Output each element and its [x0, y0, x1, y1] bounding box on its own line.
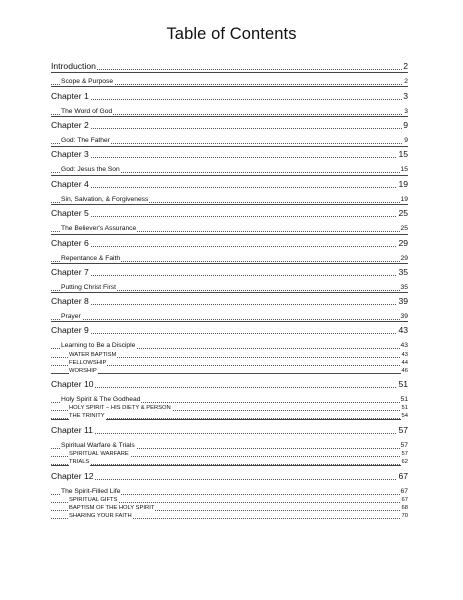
toc-subsection-entry[interactable]	[51, 365, 408, 375]
toc-page-number: 35	[400, 284, 408, 292]
toc-page-number: 67	[401, 497, 408, 504]
toc-section-entry[interactable]	[51, 76, 408, 86]
dot-leader	[51, 433, 408, 434]
toc-entry-label: Chapter 7	[51, 267, 89, 278]
dot-leader	[51, 319, 408, 320]
toc-page-number: 29	[400, 255, 408, 263]
toc-section-entry[interactable]	[51, 135, 408, 145]
toc-page-number: 51	[401, 405, 408, 412]
toc-entry-label: The Word of God	[61, 108, 113, 116]
toc-page-number: 46	[401, 368, 408, 375]
toc-entry-label: SPIRITUAL GIFTS	[69, 497, 118, 504]
toc-page-number: 35	[398, 267, 408, 278]
toc-entry-label: Chapter 4	[51, 179, 89, 190]
toc-page-number: 39	[400, 313, 408, 321]
toc-page-number: 9	[404, 137, 408, 145]
toc-page-number: 70	[401, 513, 408, 520]
toc-page-number: 43	[401, 352, 408, 359]
toc-entry-label: Chapter 10	[51, 379, 94, 390]
dot-leader	[51, 373, 408, 374]
toc-chapter-entry[interactable]	[51, 120, 408, 130]
dot-leader	[51, 464, 408, 465]
dot-leader	[51, 479, 408, 480]
dot-leader	[51, 246, 408, 247]
toc-section-entry[interactable]	[51, 106, 408, 116]
toc-page-number: 3	[404, 108, 408, 116]
toc-page-number: 51	[400, 396, 408, 404]
toc-entry-label: Prayer	[61, 313, 81, 321]
toc-page-number: 57	[398, 425, 408, 436]
toc-entry-label: FELLOWSHIP	[69, 360, 107, 367]
toc-page-number: 9	[403, 120, 408, 131]
section-divider	[51, 234, 408, 235]
toc-chapter-entry[interactable]	[51, 379, 408, 389]
toc-entry-label: Putting Christ First	[61, 284, 116, 292]
toc-entry-label: Chapter 5	[51, 208, 89, 219]
toc-entry-label: The Spirit-Filled Life	[61, 488, 121, 496]
toc-page-number: 62	[401, 459, 408, 466]
toc-entry-label: THE TRINITY	[69, 413, 105, 420]
toc-chapter-entry[interactable]	[51, 425, 408, 435]
toc-page-number: 67	[400, 488, 408, 496]
toc-chapter-entry[interactable]	[51, 267, 408, 277]
toc-entry-label: Scope & Purpose	[61, 78, 114, 86]
toc-page-number: 57	[401, 451, 408, 458]
toc-page-number: 54	[401, 413, 408, 420]
dot-leader	[51, 187, 408, 188]
section-divider	[51, 292, 408, 293]
toc-entry-label: Sin, Salvation, & Forgiveness	[61, 196, 149, 204]
toc-chapter-entry[interactable]	[51, 149, 408, 159]
section-divider	[51, 116, 408, 117]
toc-entry-label: Chapter 9	[51, 325, 89, 336]
toc-chapter-entry[interactable]	[51, 471, 408, 481]
toc-entry-label: Introduction	[51, 61, 96, 72]
dot-leader	[51, 304, 408, 305]
toc-chapter-entry[interactable]	[51, 61, 408, 71]
toc-section-entry[interactable]	[51, 311, 408, 321]
toc-entry-label: God: Jesus the Son	[61, 166, 120, 174]
toc-section-entry[interactable]	[51, 223, 408, 233]
toc-entry-label: God: The Father	[61, 137, 110, 145]
toc-entry-label: The Believer's Assurance	[61, 225, 137, 233]
section-divider	[51, 204, 408, 205]
toc-entry-label: Chapter 1	[51, 91, 89, 102]
toc-page-number: 67	[398, 471, 408, 482]
toc-entry-label: Spiritual Warfare & Trials	[61, 442, 135, 450]
toc-entry-label: Repentance & Faith	[61, 255, 121, 263]
toc-entry-label: Chapter 6	[51, 238, 89, 249]
toc-page-number: 2	[404, 78, 408, 86]
toc-chapter-entry[interactable]	[51, 91, 408, 101]
toc-section-entry[interactable]	[51, 282, 408, 292]
toc-section-entry[interactable]	[51, 164, 408, 174]
section-divider	[51, 321, 408, 322]
toc-page-number: 39	[398, 296, 408, 307]
toc-subsection-entry[interactable]	[51, 510, 408, 520]
toc-page-number: 29	[398, 238, 408, 249]
toc-chapter-entry[interactable]	[51, 179, 408, 189]
toc-section-entry[interactable]	[51, 194, 408, 204]
dot-leader	[51, 387, 408, 388]
toc-page-number: 43	[400, 342, 408, 350]
toc-page-number: 43	[398, 325, 408, 336]
toc-entry-label: HOLY SPIRIT – HIS DIETY & PERSON	[69, 405, 171, 412]
toc-entry-label: WATER BAPTISM	[69, 352, 117, 359]
toc-entry-label: Chapter 8	[51, 296, 89, 307]
toc-chapter-entry[interactable]	[51, 296, 408, 306]
dot-leader	[51, 333, 408, 334]
toc-entry-label: SPIRITUAL WARFARE	[69, 451, 129, 458]
section-divider	[51, 175, 408, 176]
toc-page-number: 57	[400, 442, 408, 450]
dot-leader	[51, 69, 408, 70]
toc-entry-label: SHARING YOUR FAITH	[69, 513, 132, 520]
dot-leader	[51, 216, 408, 217]
toc-entry-label: Chapter 3	[51, 149, 89, 160]
toc-entry-label: Chapter 11	[51, 425, 93, 436]
toc-subsection-entry[interactable]	[51, 456, 408, 466]
toc-section-entry[interactable]	[51, 253, 408, 263]
toc-page-number: 68	[401, 505, 408, 512]
toc-chapter-entry[interactable]	[51, 325, 408, 335]
dot-leader	[51, 157, 408, 158]
toc-page-number: 19	[400, 196, 408, 204]
toc-entry-label: Learning to Be a Disciple	[61, 342, 136, 350]
section-divider	[51, 72, 408, 73]
toc-entry-label: Chapter 12	[51, 471, 94, 482]
toc-subsection-entry[interactable]	[51, 410, 408, 420]
toc-entry-label: Holy Spirit & The Godhead	[61, 396, 141, 404]
toc-page-number: 15	[398, 149, 408, 160]
toc-chapter-entry[interactable]	[51, 208, 408, 218]
toc-entry-label: TRIALS	[69, 459, 90, 466]
page-title: Table of Contents	[166, 25, 297, 43]
section-divider	[51, 263, 408, 264]
toc-page-number: 3	[403, 91, 408, 102]
dot-leader	[51, 99, 408, 100]
toc-page-number: 2	[403, 61, 408, 72]
toc-chapter-entry[interactable]	[51, 238, 408, 248]
dot-leader	[51, 128, 408, 129]
section-divider	[51, 86, 408, 87]
dot-leader	[51, 275, 408, 276]
toc-entry-label: BAPTISM OF THE HOLY SPIRIT	[69, 505, 155, 512]
toc-entry-label: Chapter 2	[51, 120, 89, 131]
toc-entry-label: WORSHIP	[69, 368, 97, 375]
toc-page-number: 44	[401, 360, 408, 367]
toc-page-number: 19	[398, 179, 408, 190]
toc-page-number: 25	[400, 225, 408, 233]
section-divider	[51, 146, 408, 147]
toc-page-number: 51	[398, 379, 408, 390]
toc-page-number: 15	[400, 166, 408, 174]
toc-page-number: 25	[398, 208, 408, 219]
